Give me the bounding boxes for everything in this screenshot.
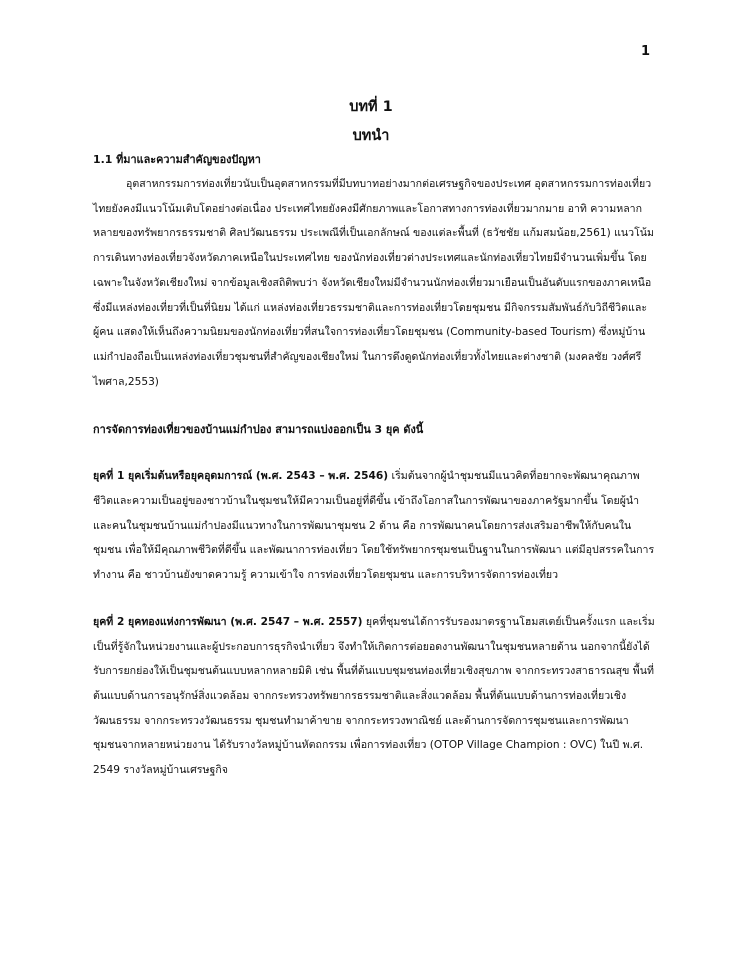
- page-number: 1: [640, 44, 650, 59]
- era-2-paragraph: [93, 610, 657, 783]
- era-2-label: ยุคที่ 2 ยุคทองแห่งการพัฒนา (พ.ศ. 2547 – พ.ศ. 2557): [93, 615, 363, 628]
- era-1-text: เริ่มต้นจากผู้นำชุมชนมีแนวคิดที่อยากจะพัฒนาคุณภาพชีวิตและความเป็นอยู่ของชาวบ้านในชุมชนให้มีความเป็นอยู่ที่ดีขึ้น เข้าถึงโอกาสในการพัฒนาของภาครัฐมากขึ้น โดยผู้นำและคนในชุมชนบ้านแม่กำปองมีแนวทางในการพัฒนาชุมชน 2 ด้าน คือ การพัฒนาคนโดยการส่งเสริมอาชีพให้กับคนในชุมชน เพื่อให้มีคุณภาพชีวิตที่ดีขึ้น และพัฒนาการท่องเที่ยว โดยใช้ทรัพยากรชุมชนเป็นฐานในการพัฒนา แต่มีอุปสรรคในการทำงาน คือ ชาวบ้านยังขาดความรู้ ความเข้าใจ การท่องเที่ยวโดยชุมชน และการบริหารจัดการท่องเที่ยว: [93, 470, 655, 582]
- era-1-paragraph: [93, 464, 657, 588]
- chapter-title: บทนำ: [352, 128, 390, 144]
- era-1-label: ยุคที่ 1 ยุคเริ่มต้นหรือยุคอุดมการณ์ (พ.ศ. 2543 – พ.ศ. 2546): [93, 470, 389, 483]
- era-2-text: ยุคที่ชุมชนได้การรับรองมาตรฐานโฮมสเตย์เป็นครั้งแรก และเริ่มเป็นที่รู้จักในหน่วยงานและผู้ประกอบการธุรกิจนำเที่ยว จึงทำให้เกิดการต่อยอดงานพัฒนาในชุมชนหลายด้าน นอกจากนี้ยังได้รับการยกย่องให้เป็นชุมชนต้นแบบหลากหลายมิติ เช่น พื้นที่ต้นแบบชุมชนท่องเที่ยวเชิงสุขภาพ จากกระทรวงสาธารณสุข พื้นที่ต้นแบบด้านการอนุรักษ์สิ่งแวดล้อม จากกระทรวงทรัพยากรธรรมชาติและสิ่งแวดล้อม พื้นที่ต้นแบบด้านการท่องเที่ยวเชิงวัฒนธรรม จากกระทรวงวัฒนธรรม ชุมชนทำมาค้าขาย จากกระทรวงพาณิชย์ และด้านการจัดการชุมชนและการพัฒนาชุมชนจากหลายหน่วยงาน ได้รับรางวัลหมู่บ้านหัตถกรรม เพื่อการท่องเที่ยว (OTOP Village Champion : OVC) ในปี พ.ศ. 2549 รางวัลหมู่บ้านเศรษฐกิจ: [93, 615, 655, 777]
- document-body: [93, 148, 657, 783]
- background-paragraph: อุตสาหกรรมการท่องเที่ยวนับเป็นอุตสาหกรรมที่มีบทบาทอย่างมากต่อเศรษฐกิจของประเทศ อุตสาหกรรมการท่องเที่ยวไทยยังคงมีแนวโน้มเติบโตอย่างต่อเนื่อง ประเทศไทยยังคงมีศักยภาพและโอกาสทางการท่องเที่ยวมากมาย อาทิ ความหลากหลายของทรัพยากรธรรมชาติ ศิลปวัฒนธรรม ประเพณีที่เป็นเอกลักษณ์ ของแต่ละพื้นที่ (ธวัชชัย แก้มสมน้อย,2561) แนวโน้มการเดินทางท่องเที่ยวจังหวัดภาคเหนือในประเทศไทย ของนักท่องเที่ยวต่างประเทศและนักท่องเที่ยวไทยมีจำนวนเพิ่มขึ้น โดยเฉพาะในจังหวัดเชียงใหม่ จากข้อมูลเชิงสถิติพบว่า จังหวัดเชียงใหม่มีจำนวนนักท่องเที่ยวมาเยือนเป็นอันดับแรกของภาคเหนือ ซึ่งมีแหล่งท่องเที่ยวที่เป็นที่นิยม ได้แก่ แหล่งท่องเที่ยวธรรมชาติและการท่องเที่ยวโดยชุมชน มีกิจกรรมสัมพันธ์กับวิถีชีวิตและผู้คน แสดงให้เห็นถึงความนิยมของนักท่องเที่ยวที่สนใจการท่องเที่ยวโดยชุมชน (Community-based Tourism) ซึ่งหมู่บ้านแม่กำปองถือเป็นแหล่งท่องเที่ยวชุมชนที่สำคัญของเชียงใหม่ ในการดึงดูดนักท่องเที่ยวทั้งไทยและต่างชาติ (มงคลชัย วงศ์ศรีไพศาล,2553): [93, 178, 655, 388]
- section-heading: 1.1 ที่มาและความสำคัญของปัญหา: [93, 153, 261, 166]
- chapter-number: บทที่ 1: [349, 99, 393, 115]
- eras-heading: การจัดการท่องเที่ยวของบ้านแม่กำปอง สามารถแบ่งออกเป็น 3 ยุค ดังนี้: [93, 423, 424, 437]
